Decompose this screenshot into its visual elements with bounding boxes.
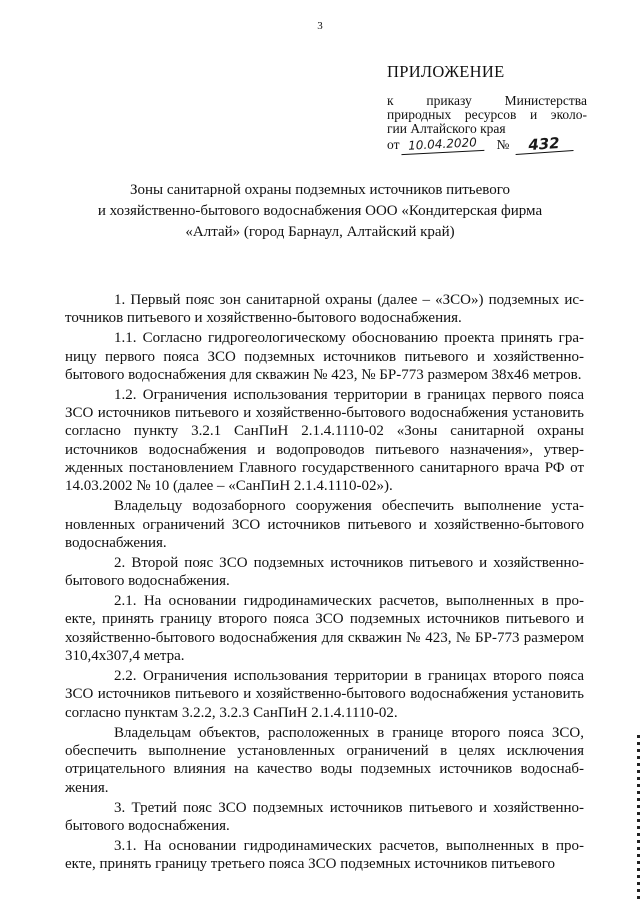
paragraph-3-1: 3.1. На основании гидродинамических расчетов, выполненных в проекте, принять границу третьего пояса ЗСО подземных источников питьевого	[65, 837, 584, 873]
document-body	[65, 291, 584, 875]
paragraph-1: 1. Первый пояс зон санитарной охраны (далее – «ЗСО») подземных источников питьевого и хозяйственно-бытового водоснабжения.	[65, 292, 584, 327]
appendix-line-3: гии Алтайского края	[387, 121, 506, 136]
paragraph-owners-obligation: Владельцам объектов, расположенных в границе второго пояса ЗСО, обеспечить выполнение установленных ограничений в целях исключения отрицательного влияния на качество воды подземных источников водоснабжения.	[65, 724, 584, 796]
document-title-line-1: Зоны санитарной охраны подземных источников питьевого	[129, 182, 511, 198]
document-title-line-2: и хозяйственно-бытового водоснабжения ООО «Кондитерская фирма	[97, 203, 543, 219]
order-date-handwritten: 10.04.2020	[401, 134, 485, 155]
order-number-handwritten: 432	[515, 134, 574, 155]
paragraph-3: 3. Третий пояс ЗСО подземных источников питьевого и хозяйственно-бытового водоснабжения.	[65, 799, 584, 834]
order-date-label: от	[387, 137, 400, 152]
order-reference	[387, 133, 587, 155]
appendix-header	[387, 62, 587, 153]
appendix-line-1: к приказу Министерства	[387, 93, 587, 108]
document-title	[40, 180, 600, 243]
paragraph-2: 2. Второй пояс ЗСО подземных источников питьевого и хозяйственно-бытового водоснабжения.	[65, 554, 584, 590]
paragraph-1-2: 1.2. Ограничения использования территории в границах первого пояса ЗСО источников питьевого и хозяйственно-бытового водоснабжения установить согласно пункту 3.2.1 СанПиН 2.1.4.1110-02 «Зоны санитарной охраны источников водоснабжения и водопроводов питьевого назначения», утвержденных постановлением Главного государственного санитарного врача РФ от 14.03.2002 № 10 (далее – «СанПиН 2.1.4.1110-02»).	[65, 386, 584, 495]
paragraph-1-1: 1.1. Согласно гидрогеологическому обоснованию проекта принять границу первого пояса ЗСО подземных источников питьевого и хозяйственно-бытового водоснабжения для скважин № 423, № БР-773 размером 38х46 метров.	[65, 330, 584, 383]
appendix-title: ПРИЛОЖЕНИЕ	[387, 62, 505, 81]
appendix-line-2: природных ресурсов и эколо-	[387, 107, 587, 122]
paragraph-2-2: 2.2. Ограничения использования территории в границах второго пояса ЗСО источников питьевого и хозяйственно-бытового водоснабжения установить согласно пунктам 3.2.2, 3.2.3 СанПиН 2.1.4.1110-02.	[65, 668, 584, 721]
paragraph-owner-obligation: Владельцу водозаборного сооружения обеспечить выполнение установленных ограничений ЗСО источников питьевого и хозяйственно-бытового водоснабжения.	[65, 498, 584, 551]
paragraph-2-1: 2.1. На основании гидродинамических расчетов, выполненных в проекте, принять границу второго пояса ЗСО подземных источников питьевого и хозяйственно-бытового водоснабжения для скважин № 423, № БР-773 размером 310,4х307,4 метра.	[65, 593, 584, 665]
order-number-label: №	[496, 137, 510, 152]
page-number: 3	[317, 20, 323, 32]
document-title-line-3: «Алтай» (город Барнаул, Алтайский край)	[185, 224, 455, 240]
